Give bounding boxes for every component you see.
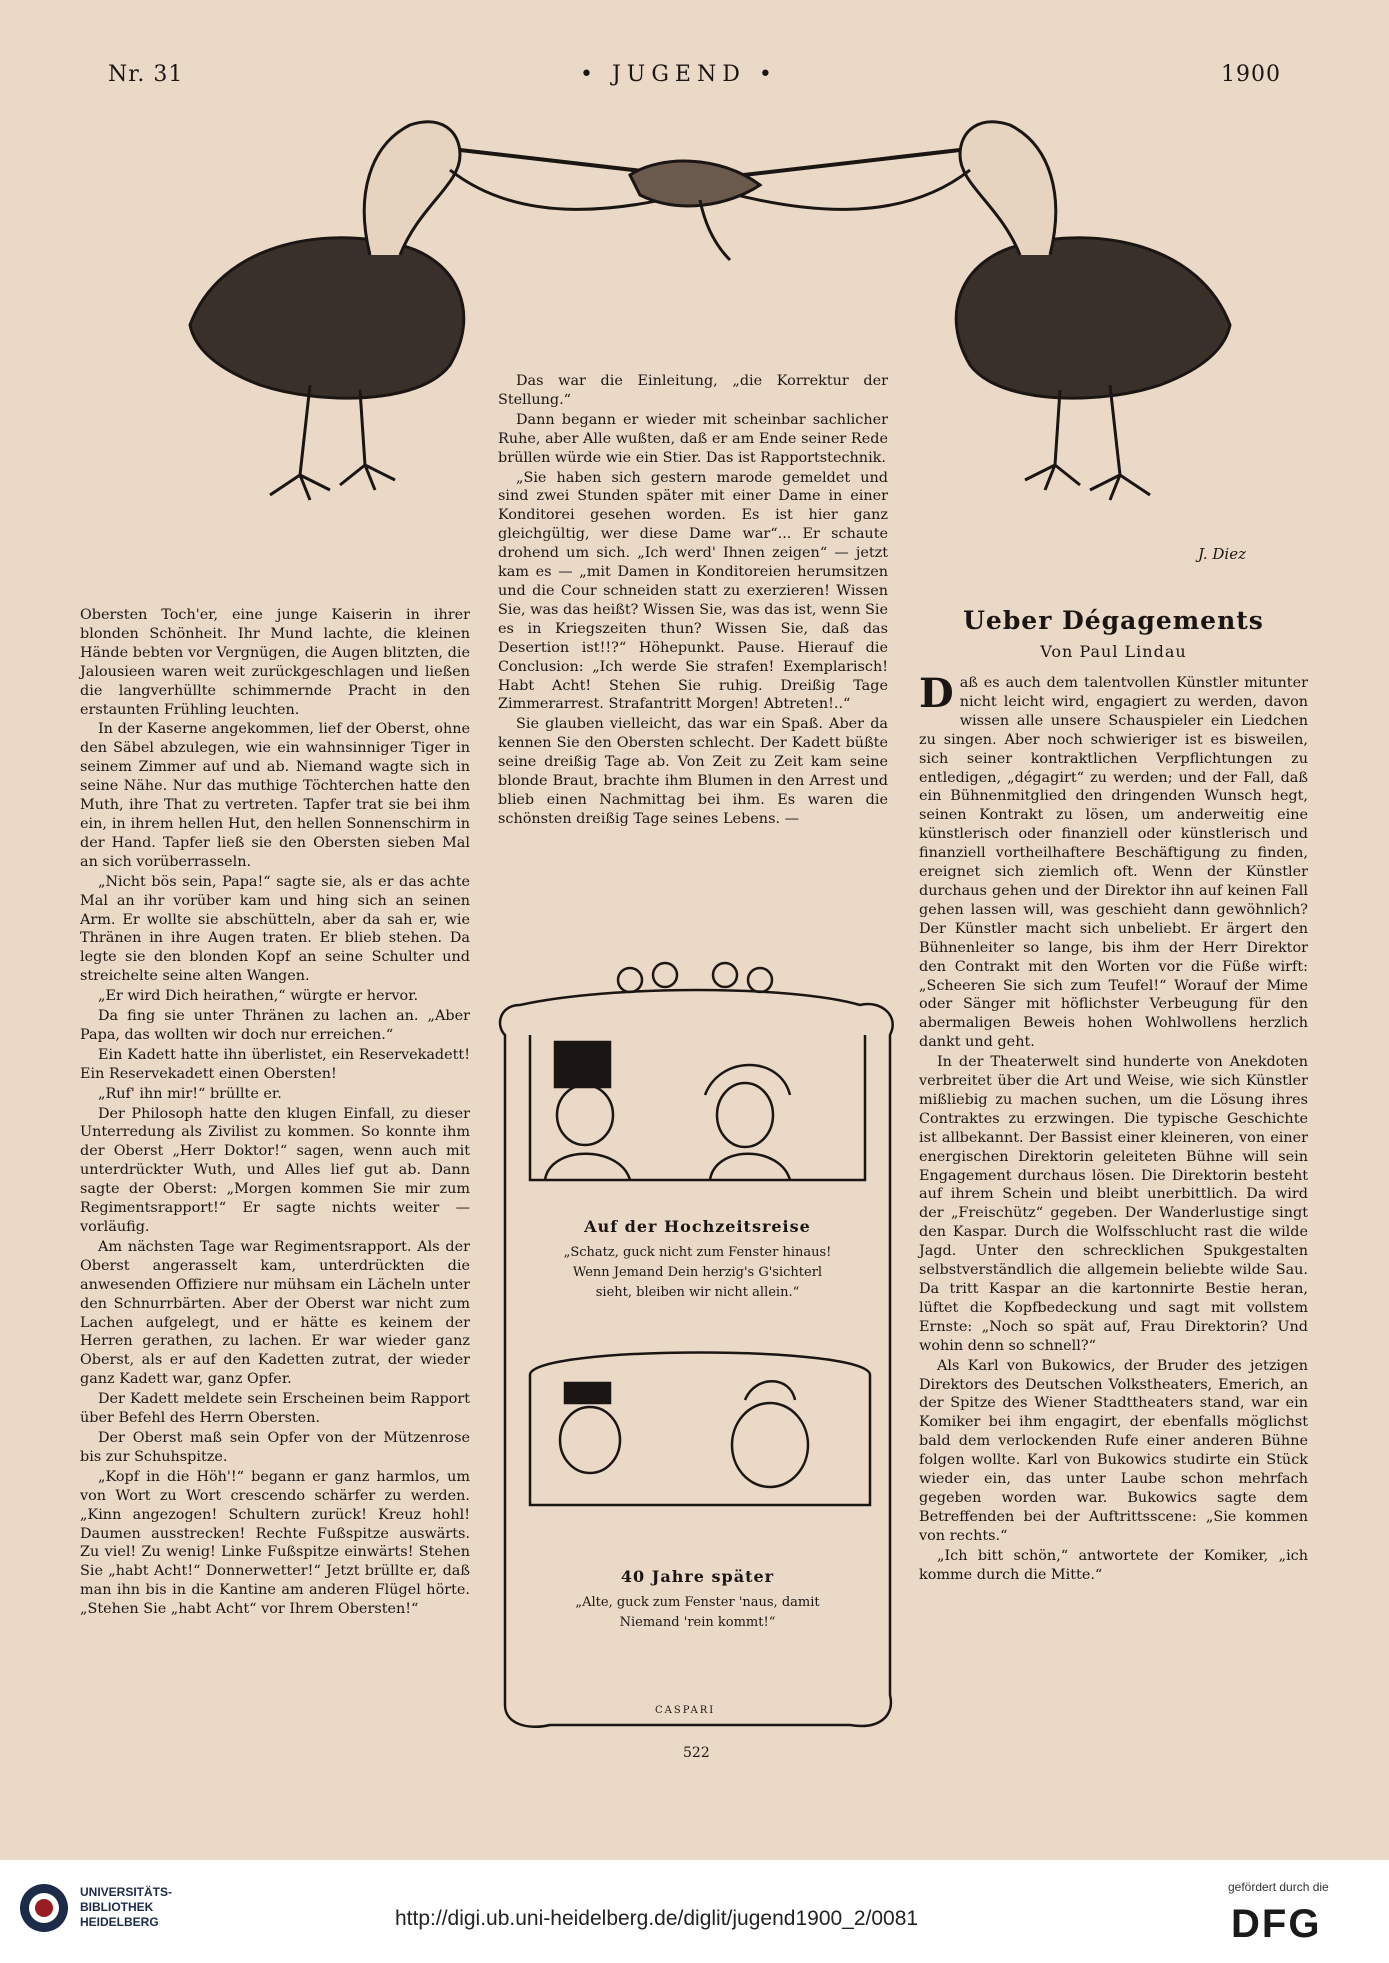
library-name (80, 1885, 172, 1930)
paragraph: In der Theaterwelt sind hunderte von Anekdoten verbreitet über die Art und Weise, wie sich Künstler mißliebig zu machen suchen, um die Lösung ihres Contraktes zu erzwingen. Die typische Geschichte ist allbekannt. Der Bassist einer kleineren, von einer energischen Direktorin geleiteten Bühne will sein Engagement durchaus lösen. Die Direktorin besteht auf ihrem Schein und bleibt unerbittlich. Da wird der „Freischütz“ gegeben. Der Wanderlustige singt den Kaspar. Durch die Wolfsschlucht rast die wilde Jagd. Unter den schrecklichen Spukgestalten selbstverständlich die allgemein beliebte wilde Sau. Da tritt Kaspar an die kartonnirte Bestie heran, lüftet die Kopfbedeckung und sagt mit vollstem Ernste: „Noch so spät auf, Frau Direktorin? Und wohin denn so schnell?“ (919, 1054, 1308, 1354)
paragraph: „Nicht bös sein, Papa!“ sagte sie, als er das achte Mal an ihr vorüber kam und hing sich an seinen Arm. Er wollte sie abschütteln, aber da sah er, wie Thränen in ihre Augen traten. Er blieb stehen. Da legte sie den blonden Kopf an seine Schulter und streichelte seine alten Wangen. (80, 873, 470, 985)
issue-number: Nr. 31 (108, 62, 184, 87)
article-author: Von Paul Lindau (1040, 642, 1187, 661)
footer-bar (0, 1860, 1389, 1963)
paragraph: „Ruf' ihn mir!“ brüllte er. (98, 1085, 282, 1102)
cartoon (490, 945, 905, 1735)
left-column (80, 606, 470, 1620)
cartoon-top-caption-line: Wenn Jemand Dein herzig's G'sichterl (572, 1265, 823, 1280)
paragraph: Das war die Einleitung, „die Korrektur der Stellung.“ (498, 373, 888, 408)
cartoon-top-caption-line: sieht, bleiben wir nicht allein.“ (595, 1285, 800, 1300)
paragraph: „Ich bitt schön,“ antwortete der Komiker, „ich komme durch die Mitte.“ (919, 1547, 1308, 1583)
cartoon-top-caption-line: „Schatz, guck nicht zum Fenster hinaus! (563, 1245, 832, 1260)
paragraph (919, 670, 1308, 1052)
cartoon-top-caption-title: Auf der Hochzeitsreise (584, 1217, 811, 1236)
paragraph: „Sie haben sich gestern marode gemeldet und sind zwei Stunden später mit einer Dame in einer Konditorei gesehen worden. Es ist hier ganz gleichgültig, wer diese Dame war“... Er schaute drohend um sich. „Ich werd' Ihnen zeigen“ — jetzt kam es — „mit Damen in Konditoreien herumsitzen und die Cour schneiden statt zu exerzieren! Wissen Sie, was das heißt? Wissen Sie, was das ist, wenn Sie es in Kriegszeiten thun? Wissen Sie, daß das Desertion ist!!?“ Höhepunkt. Pause. Hierauf die Conclusion: „Ich werde Sie strafen! Exemplarisch! Habt Acht! Stehen Sie ruhig. Dreißig Tage Zimmerarrest. Strafantritt Morgen! Abtreten!..“ (498, 469, 888, 713)
cartoon-signature: CASPARI (655, 1705, 716, 1716)
library-line: UNIVERSITÄTS- (80, 1885, 173, 1899)
article-title: Ueber Dégagements (963, 606, 1264, 635)
paragraph: „Er wird Dich heirathen,“ würgte er hervor. (98, 988, 419, 1005)
paragraph: Sie glauben vielleicht, das war ein Spaß. Aber da kennen Sie den Obersten schlecht. Der Kadett büßte seine dreißig Tage ab. Von Zeit zu Zeit kam seine blonde Braut, brachte ihm Blumen in den Arrest und blieb einen Nachmittag bei ihm. Es waren die schönsten dreißig Tage seines Lebens. — (498, 716, 888, 827)
page-number: 522 (683, 1745, 710, 1761)
university-seal-icon (18, 1882, 70, 1934)
paragraph: Am nächsten Tage war Regimentsrapport. Als der Oberst angerasselt kam, unterdrückten die anwesenden Offiziere nur mühsam ein Lächeln unter den Schnurrbärten. Aber der Oberst war nicht zum Lachen aufgelegt, und er hätte es keinem der Herren gerathen, zu lachen. Er war wieder ganz Oberst, als er auf den Kadetten zutrat, der wieder ganz Kadett war, ganz Opfer. (80, 1238, 470, 1388)
drop-cap: D (919, 670, 954, 717)
year: 1900 (1221, 62, 1281, 87)
library-line: HEIDELBERG (80, 1915, 159, 1929)
cartoon-bottom-caption-line: „Alte, guck zum Fenster 'naus, damit (575, 1595, 820, 1610)
paragraph: „Kopf in die Höh'!“ begann er ganz harmlos, um von Wort zu Wort crescendo schärfer zu werden. „Kinn angezogen! Schultern zurück! Kreuz hohl! Daumen ausstrecken! Rechte Fußspitze auswärts. Zu viel! Zu wenig! Linke Fußspitze einwärts! Stehen Sie „habt Acht!“ Donnerwetter!“ Jetzt brüllte er, daß man ihn bis in die Kantine am anderen Flügel hörte. „Stehen Sie „habt Acht“ vor Ihrem Obersten!“ (80, 1468, 470, 1618)
funder-label: gefördert durch die (1228, 1880, 1329, 1894)
paragraph: Der Oberst maß sein Opfer von der Mützenrose bis zur Schuhspitze. (80, 1429, 470, 1465)
paragraph: In der Kaserne angekommen, lief der Oberst, ohne den Säbel abzulegen, wie ein wahnsinniger Tiger in seinem Zimmer auf und ab. Niemand wagte sich in seine Nähe. Nur das muthige Töchterchen hatte den Muth, ihre That zu vertreten. Tapfer trat sie bei ihm ein, in ihrem hellen Hut, den hellen Sonnenschirm in der Hand. Tapfer ließ sie den Obersten sieben Mal an sich vorüberrasseln. (80, 721, 470, 870)
paragraph: Obersten Toch'er, eine junge Kaiserin in ihrer blonden Schönheit. Ihr Mund lachte, die kleinen Hände bebten vor Vergnügen, die Augen blitzten, die Jalousieen waren weit zurückgeschlagen und ließen die langverhüllte schimmernde Pracht in den erstaunten Frühling leuchten. (80, 607, 470, 718)
cartoon-bottom-caption-title: 40 Jahre später (620, 1567, 775, 1586)
paragraph: Ein Kadett hatte ihn überlistet, ein Reservekadett! Ein Reservekadett einen Obersten! (80, 1046, 470, 1082)
illustrator-signature: J. Diez (1198, 545, 1246, 563)
library-line: BIBLIOTHEK (80, 1900, 154, 1914)
paragraph: Als Karl von Bukowics, der Bruder des jetzigen Direktors des Deutschen Volkstheaters, Emerich, an der Spitze des Wiener Stadttheaters stand, war ein Komiker bei ihm engagirt, der ebenfalls möglichst bald dem verlockenden Rufe einer anderen Bühne folgen wollte. Karl von Bukowics studirte ein Stück wieder ein, das unter Laube schon mehrfach gegeben worden war. Bukowics sagte dem Betreffenden bei der Auftrittsscene: „Sie kommen von rechts.“ (919, 1357, 1308, 1544)
paragraph-text: aß es auch dem talentvollen Künstler mitunter nicht leicht wird, engagiert zu werden, davon wissen alle unsere Schauspieler ein Liedchen zu singen. Aber noch schwieriger ist es bisweilen, sich seiner kontraktlichen Verpflichtungen zu entledigen, „dégagirt“ zu werden; und der Fall, daß ein Bühnenmitglied den dringenden Wunsch hegt, seinen Kontrakt zu lösen, um anderweitig eine künstlerisch oder finanziell oder künstlerisch und finanziell vortheilhaftere Beschäftigung zu finden, ereignet sich ziemlich oft. Wenn der Künstler durchaus gehen und der Direktor ihn auf keinen Fall gehen lassen will, was geschieht dann gewöhnlich? Der Künstler macht sich unbeliebt. Er ärgert den Bühnenleiter so lange, bis ihm der Herr Direktor den Contrakt mit den Worten vor die Füße wirft: „Scheeren Sie sich zum Teufel!“ Worauf der Mime oder Sänger mit höflichster Verbeugung für den abermaligen Beweis hohen Wohlwollens herzlich dankt und geht. (919, 675, 1308, 1051)
middle-column (498, 372, 888, 830)
dfg-logo: DFG (1231, 1902, 1322, 1946)
source-url-link[interactable]: http://digi.ub.uni-heidelberg.de/diglit/jugend1900_2/0081 (395, 1907, 919, 1930)
right-column (919, 670, 1308, 1586)
paragraph: Dann begann er wieder mit scheinbar sachlicher Ruhe, aber Alle wußten, daß er am Ende seiner Rede brüllen würde wie ein Stier. Das ist Rapportstechnik. (498, 411, 888, 466)
paragraph: Da fing sie unter Thränen zu lachen an. „Aber Papa, das wollten wir doch nur erreichen.“ (80, 1008, 470, 1043)
journal-title: • JUGEND • (580, 62, 778, 87)
paragraph: Der Kadett meldete sein Erscheinen beim Rapport über Befehl des Herrn Obersten. (80, 1391, 470, 1427)
paragraph: Der Philosoph hatte den klugen Einfall, zu dieser Unterredung als Zivilist zu kommen. So konnte ihm der Oberst „Herr Doktor!“ sagen, wenn auch mit unterdrückter Wuth, und Alles lief gut ab. Dann sagte der Oberst: „Morgen kommen Sie mir zum Regimentsrapport!“ Er sagte nichts weiter — vorläufig. (80, 1105, 470, 1235)
cartoon-bottom-caption-line: Niemand 'rein kommt!“ (619, 1615, 776, 1630)
